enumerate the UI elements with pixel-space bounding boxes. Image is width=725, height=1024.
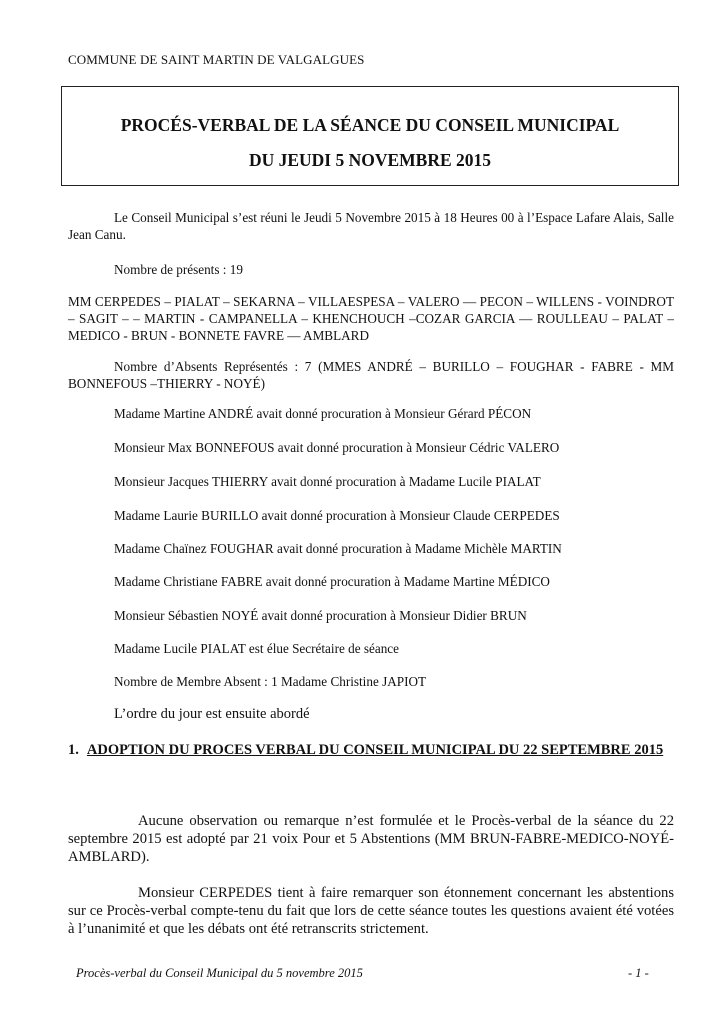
procuration-item: Monsieur Sébastien NOYÉ avait donné procuration à Monsieur Didier BRUN [114,608,527,623]
title-line-2: DU JEUDI 5 NOVEMBRE 2015 [248,150,492,170]
ordre-du-jour: L’ordre du jour est ensuite abordé [114,706,310,722]
section-1-paragraph-1: Aucune observation ou remarque n’est formulée et le Procès-verbal de la séance du 22 septembre 2015 est adopté par 21 voix Pour et 5 Abstentions (MM BRUN-FABRE-MEDICO-NOYÉ-AMBLARD). [68,813,674,865]
procuration-item: Madame Chaïnez FOUGHAR avait donné procuration à Madame Michèle MARTIN [114,541,562,556]
title-line-1: PROCÉS-VERBAL DE LA SÉANCE DU CONSEIL MUNICIPAL [120,115,620,135]
section-1-paragraph-2: Monsieur CERPEDES tient à faire remarquer son étonnement concernant les abstentions sur ce Procès-verbal compte-tenu du fait que lors de cette séance toutes les questions avaient été votées à l’unanimité et que les débats ont été retranscrits strictement. [68,885,674,937]
procuration-item: Madame Christiane FABRE avait donné procuration à Madame Martine MÉDICO [114,574,550,589]
procuration-item: Madame Martine ANDRÉ avait donné procuration à Monsieur Gérard PÉCON [114,406,532,421]
page-number: - 1 - [628,966,649,980]
procuration-item: Monsieur Jacques THIERRY avait donné procuration à Madame Lucile PIALAT [114,474,541,489]
commune-header: COMMUNE DE SAINT MARTIN DE VALGALGUES [68,52,365,67]
section-1-number: 1. [68,742,79,758]
presents-list: MM CERPEDES – PIALAT – SEKARNA – VILLAESPESA – VALERO — PECON – WILLENS - VOINDROT – SAGIT – – MARTIN - CAMPANELLA – KHENCHOUCH –COZAR GARCIA — ROULLEAU – PALAT – MEDICO - BRUN - BONNETE FAVRE — AMBLARD [68,294,674,343]
procuration-item: Monsieur Max BONNEFOUS avait donné procuration à Monsieur Cédric VALERO [114,440,560,455]
section-1-title [68,741,674,759]
intro-paragraph: Le Conseil Municipal s’est réuni le Jeudi 5 Novembre 2015 à 18 Heures 00 à l’Espace Lafare Alais, Salle Jean Canu. [68,210,674,242]
footer-title: Procès-verbal du Conseil Municipal du 5 novembre 2015 [76,966,363,980]
section-1-title-text: ADOPTION DU PROCES VERBAL DU CONSEIL MUNICIPAL DU 22 SEPTEMBRE 2015 [86,742,664,758]
absent-line: Nombre de Membre Absent : 1 Madame Christine JAPIOT [114,674,427,689]
procuration-item: Madame Laurie BURILLO avait donné procuration à Monsieur Claude CERPEDES [114,508,560,523]
secretaire-line: Madame Lucile PIALAT est élue Secrétaire de séance [114,641,399,656]
presents-count: Nombre de présents : 19 [114,262,243,277]
absents-represented: Nombre d’Absents Représentés : 7 (MMES ANDRÉ – BURILLO – FOUGHAR - FABRE - MM BONNEFOUS –THIERRY - NOYÉ) [68,359,674,391]
title-box [61,86,679,186]
